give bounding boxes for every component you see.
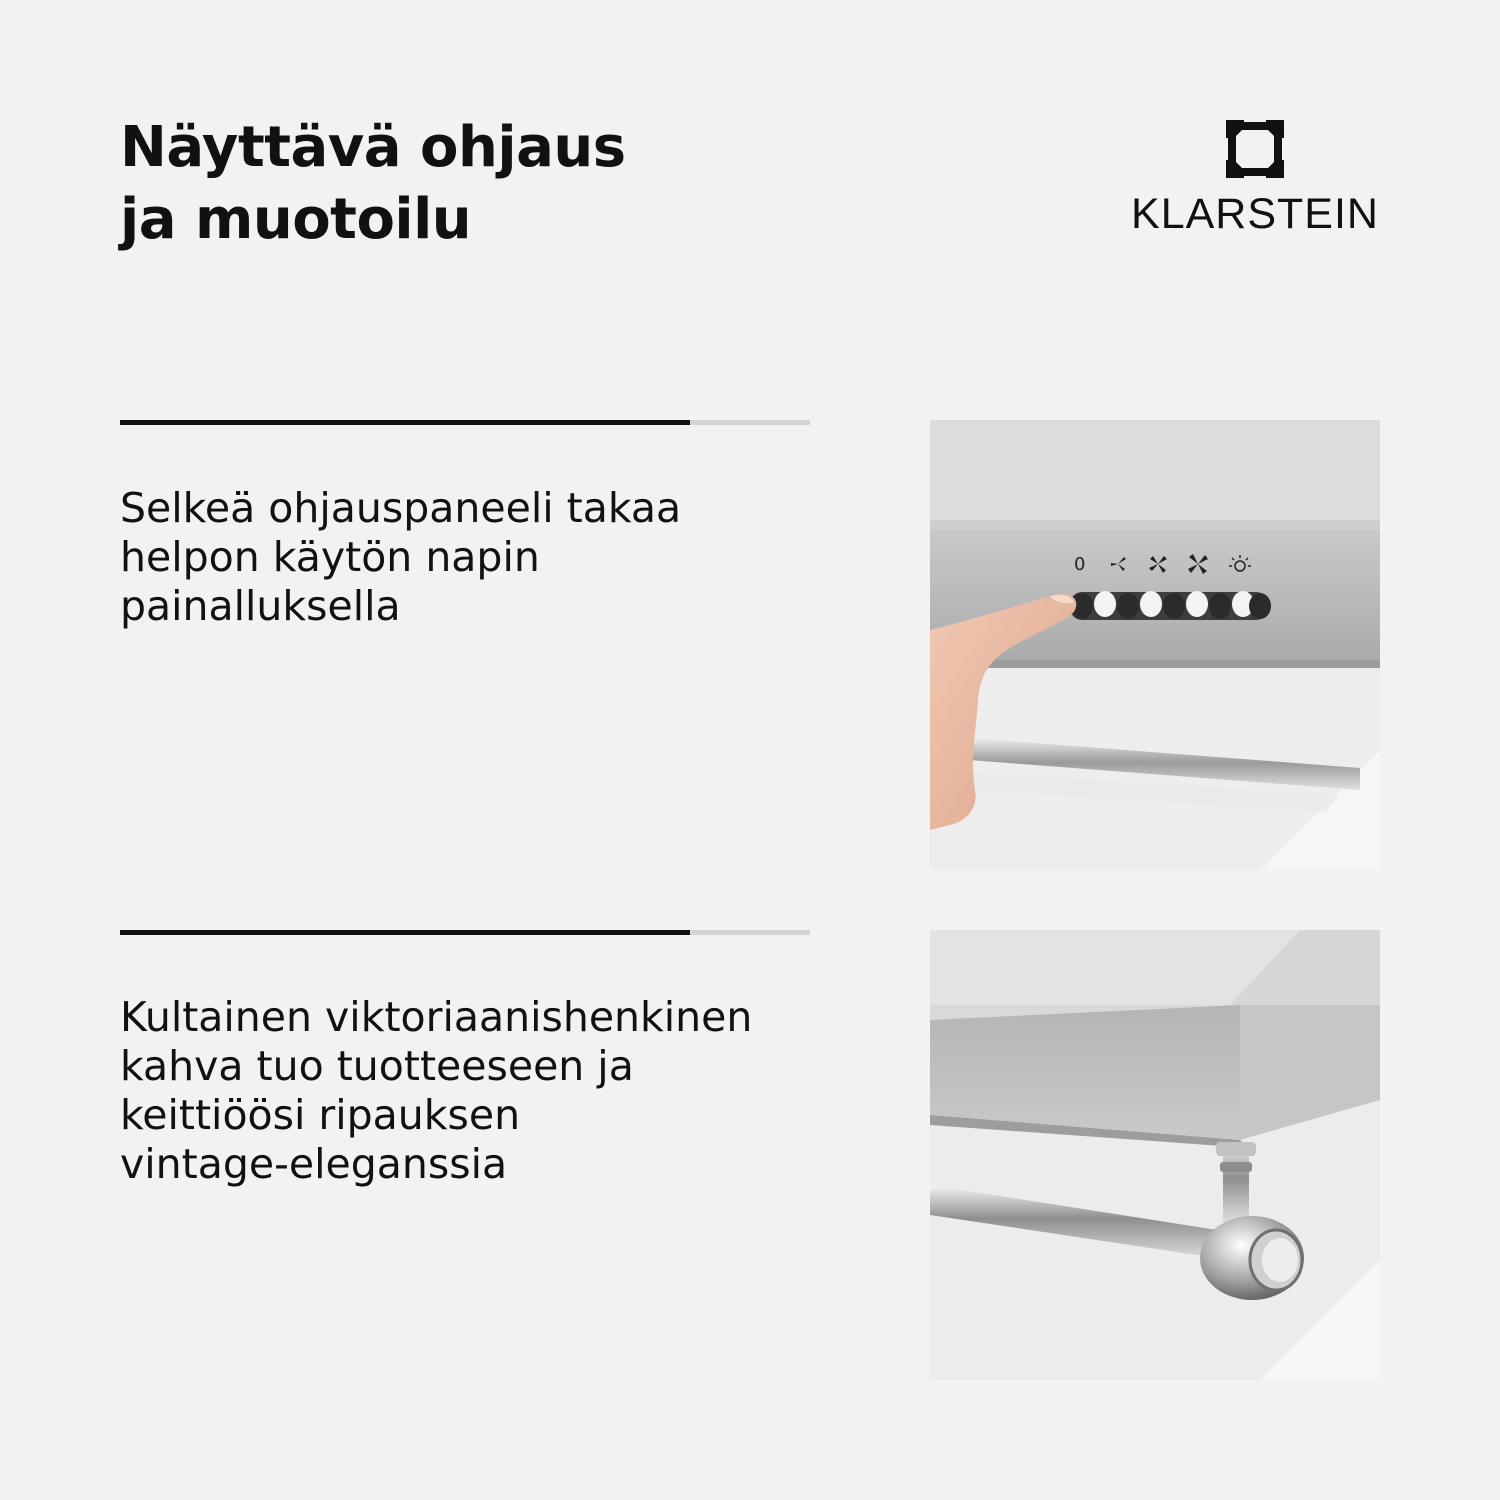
feature-description-line: Selkeä ohjauspaneeli takaa — [120, 484, 682, 532]
panel-symbol-off: 0 — [1074, 554, 1086, 575]
feature-description-line: Kultainen viktoriaanishenkinen — [120, 993, 753, 1041]
section-divider — [120, 930, 810, 935]
feature-description-line: helpon käytön napin — [120, 533, 540, 581]
section-divider-fill — [120, 930, 690, 935]
panel-button — [1249, 593, 1271, 619]
panel-button — [1163, 593, 1185, 619]
feature-description-line: keittiöösi ripauksen — [120, 1091, 521, 1139]
feature-description — [120, 993, 840, 1189]
feature-description-line: vintage-eleganssia — [120, 1140, 508, 1188]
feature-description-line: kahva tuo tuotteeseen ja — [120, 1042, 634, 1090]
feature-description — [120, 484, 840, 631]
panel-button — [1209, 593, 1231, 619]
panel-button — [1094, 591, 1116, 617]
handle-photo — [930, 930, 1380, 1380]
klarstein-diamond-logo-icon — [1224, 118, 1286, 180]
section-divider — [120, 420, 810, 425]
brand-logo — [1120, 118, 1390, 239]
control-panel-photo — [930, 420, 1380, 870]
page-title-line: ja muotoilu — [120, 187, 472, 252]
page-title-line: Näyttävä ohjaus — [120, 115, 626, 180]
panel-button — [1186, 591, 1208, 617]
section-divider-fill — [120, 420, 690, 425]
page-title — [120, 112, 880, 256]
panel-button — [1140, 591, 1162, 617]
brand-name: KLARSTEIN — [1131, 190, 1379, 238]
panel-button — [1117, 593, 1139, 619]
feature-description-line: painalluksella — [120, 582, 401, 630]
